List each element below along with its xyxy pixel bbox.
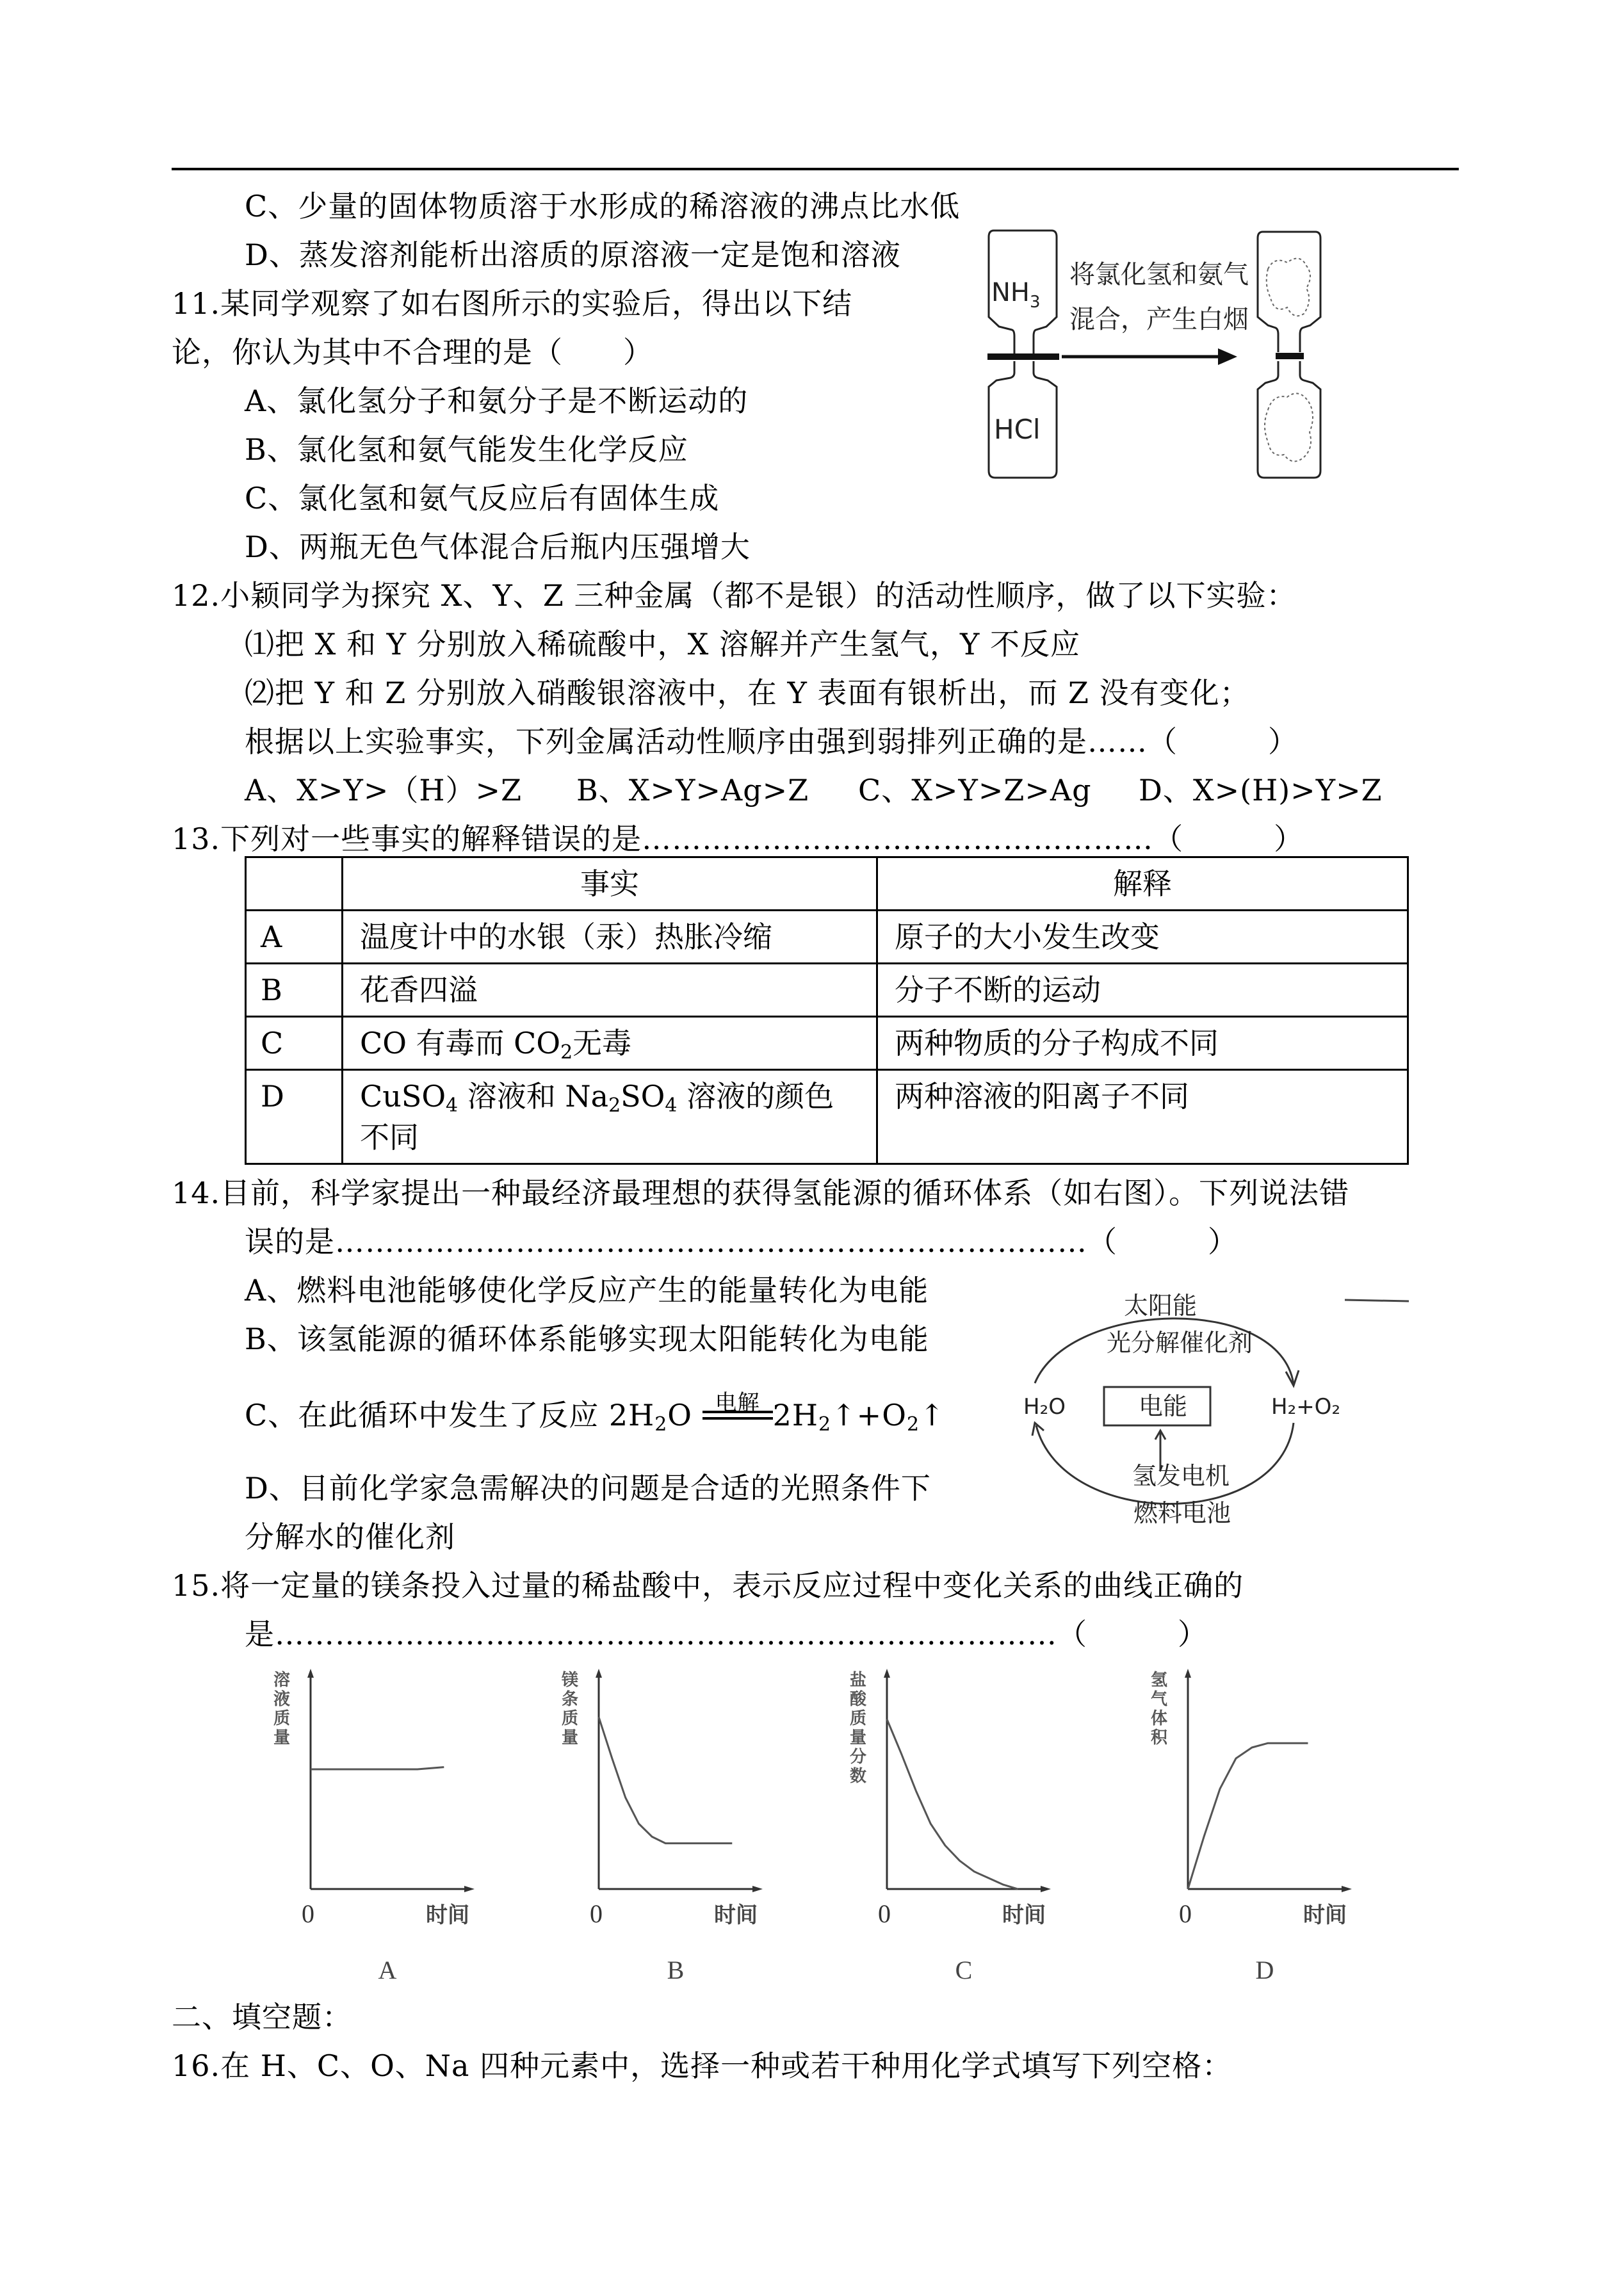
photocatalyst-label: 光分解催化剂 bbox=[1107, 1329, 1253, 1357]
reaction-arrow-head bbox=[1218, 348, 1237, 365]
nh3-label: $NH_3$ bbox=[991, 278, 1041, 312]
arrow-caption-line2: 混合，产生白烟 bbox=[1069, 305, 1249, 334]
row-label: C bbox=[246, 1017, 343, 1070]
y-axis-label-char: 数 bbox=[850, 1767, 867, 1786]
q11-option-d: D、两瓶无色气体混合后瓶内压强增大 bbox=[245, 530, 751, 564]
q11-stem-line1: 11.某同学观察了如右图所示的实验后，得出以下结 bbox=[172, 286, 853, 321]
y-axis-label-char: 量 bbox=[273, 1728, 291, 1748]
hcl-label: HCl bbox=[994, 414, 1041, 445]
glass-plate bbox=[987, 353, 1059, 360]
q14-hydrogen-cycle-figure bbox=[1025, 1274, 1447, 1543]
q10-option-d: D、蒸发溶剂能析出溶质的原溶液一定是饱和溶液 bbox=[245, 238, 901, 272]
x-axis-label: 时间 bbox=[1303, 1902, 1347, 1928]
subscript: 4 bbox=[665, 1094, 678, 1117]
table-header-explain: 解释 bbox=[877, 857, 1408, 911]
y-axis-arrow-icon bbox=[884, 1669, 890, 1678]
water-node: H₂O bbox=[1025, 1394, 1066, 1420]
white-smoke-icon bbox=[1265, 259, 1313, 462]
table-row bbox=[246, 1070, 1408, 1164]
origin-label: 0 bbox=[878, 1899, 891, 1928]
curve-B bbox=[599, 1717, 732, 1843]
section-2-title: 二、填空题： bbox=[172, 2000, 352, 2034]
row-explain: 两种溶液的阳离子不同 bbox=[877, 1070, 1408, 1164]
graph-option-label: C bbox=[955, 1956, 973, 1984]
row-fact: 花香四溢 bbox=[343, 964, 877, 1017]
table-row bbox=[246, 911, 1408, 964]
y-axis-arrow-icon bbox=[596, 1669, 602, 1678]
arrow-caption-line1: 将氯化氢和氨气 bbox=[1069, 260, 1249, 289]
table-row bbox=[246, 1017, 1408, 1070]
subscript: 2 bbox=[906, 1413, 920, 1436]
subscript: 2 bbox=[654, 1413, 668, 1436]
x-axis-arrow-icon bbox=[1342, 1886, 1352, 1892]
subscript: 4 bbox=[446, 1094, 459, 1117]
y-axis-label-char: 气 bbox=[1151, 1690, 1168, 1709]
y-axis-label-char: 量 bbox=[562, 1728, 579, 1748]
y-axis-label-char: 溶 bbox=[273, 1671, 291, 1690]
subscript: 2 bbox=[818, 1413, 832, 1436]
condition-label: 电解 bbox=[715, 1390, 760, 1416]
row-fact bbox=[343, 1070, 877, 1164]
x-axis-arrow-icon bbox=[1041, 1886, 1051, 1892]
graph-A bbox=[273, 1669, 475, 1984]
graph-B bbox=[561, 1669, 763, 1984]
fact-text: SO bbox=[621, 1079, 665, 1114]
origin-label: 0 bbox=[590, 1899, 603, 1928]
q14-option-a: A、燃料电池能够使化学反应产生的能量转化为电能 bbox=[245, 1273, 929, 1308]
row-fact: 温度计中的水银（汞）热胀冷缩 bbox=[343, 911, 877, 964]
q15-graphs-svg bbox=[243, 1665, 1460, 1985]
y-axis-label-char: 积 bbox=[1151, 1728, 1168, 1748]
row-explain: 原子的大小发生改变 bbox=[877, 911, 1408, 964]
fact-text: CuSO bbox=[360, 1079, 446, 1114]
x-axis-arrow-icon bbox=[752, 1886, 763, 1892]
q16-stem: 16.在 H、C、O、Na 四种元素中，选择一种或若干种用化学式填写下列空格： bbox=[172, 2048, 1233, 2083]
q11-stem-line2: 论，你认为其中不合理的是（ ） bbox=[172, 335, 653, 369]
x-axis-label: 时间 bbox=[1002, 1902, 1046, 1928]
subscript: 2 bbox=[608, 1094, 621, 1117]
q11-option-b: B、氯化氢和氨气能发生化学反应 bbox=[245, 432, 688, 467]
solar-energy-label: 太阳能 bbox=[1124, 1292, 1198, 1320]
h2-o2-node: H₂+O₂ bbox=[1271, 1394, 1341, 1420]
row-label: D bbox=[246, 1070, 343, 1164]
row-explain: 分子不断的运动 bbox=[877, 964, 1408, 1017]
origin-label: 0 bbox=[1179, 1899, 1192, 1928]
y-axis-label-char: 液 bbox=[273, 1690, 291, 1709]
electric-energy-label: 电能 bbox=[1139, 1392, 1188, 1420]
y-axis-label-char: 质 bbox=[562, 1709, 579, 1728]
graph-option-label: A bbox=[378, 1956, 397, 1984]
mixed-glass-plate bbox=[1276, 353, 1304, 359]
q11-figure-bottles bbox=[986, 224, 1434, 493]
y-axis-label-char: 分 bbox=[850, 1748, 867, 1767]
row-fact bbox=[343, 1017, 877, 1070]
bottle-diagram bbox=[986, 224, 1434, 493]
q12-step1: ⑴把 X 和 Y 分别放入稀硫酸中，X 溶解并产生氢气，Y 不反应 bbox=[245, 627, 1080, 661]
q14-option-c bbox=[245, 1391, 945, 1439]
y-axis-label-char: 质 bbox=[273, 1709, 291, 1728]
hydrogen-cycle-diagram bbox=[1025, 1274, 1447, 1543]
fuel-cell-label: 燃料电池 bbox=[1133, 1499, 1231, 1527]
fact-text: 不同 bbox=[360, 1120, 419, 1155]
y-axis-label-char: 氢 bbox=[1151, 1671, 1168, 1690]
option-text: O bbox=[667, 1398, 693, 1432]
option-text: C、在此循环中发生了反应 2H bbox=[245, 1398, 655, 1432]
curve-D bbox=[1188, 1743, 1308, 1889]
y-axis-arrow-icon bbox=[307, 1669, 314, 1678]
q12-option-d: D、X>(H)>Y>Z bbox=[1139, 773, 1383, 807]
q12-option-c: C、X>Y>Z>Ag bbox=[858, 773, 1092, 807]
y-axis-arrow-icon bbox=[1185, 1669, 1191, 1678]
q11-option-c: C、氯化氢和氨气反应后有固体生成 bbox=[245, 481, 720, 515]
q10-option-c: C、少量的固体物质溶于水形成的稀溶液的沸点比水低 bbox=[245, 189, 961, 223]
fact-text: 溶液的颜色 bbox=[677, 1079, 834, 1114]
q14-option-d-line2: 分解水的催化剂 bbox=[245, 1520, 455, 1554]
fact-text: CO 有毒而 CO bbox=[360, 1026, 561, 1060]
row-label: B bbox=[246, 964, 343, 1017]
stray-rule bbox=[1345, 1300, 1409, 1301]
subscript: 2 bbox=[560, 1041, 573, 1064]
q12-option-a: A、X>Y>（H）>Z bbox=[245, 773, 523, 807]
q15-graphs bbox=[243, 1665, 1460, 1985]
q12-stem: 12.小颖同学为探究 X、Y、Z 三种金属（都不是银）的活动性顺序，做了以下实验： bbox=[172, 578, 1297, 613]
curve-A bbox=[311, 1767, 444, 1769]
option-text: ↑+O bbox=[831, 1398, 907, 1432]
hydrogen-generator-label: 氢发电机 bbox=[1132, 1462, 1230, 1490]
table-row bbox=[246, 964, 1408, 1017]
y-axis-label-char: 条 bbox=[562, 1690, 579, 1709]
q14-option-b: B、该氢能源的循环体系能够实现太阳能转化为电能 bbox=[245, 1322, 929, 1356]
page-top-rule bbox=[172, 168, 1459, 170]
fact-text: 溶液和 Na bbox=[458, 1079, 609, 1114]
x-axis-label: 时间 bbox=[426, 1902, 469, 1928]
graph-D bbox=[1151, 1669, 1352, 1984]
y-axis-label-char: 质 bbox=[850, 1709, 867, 1728]
q12-option-b: B、X>Y>Ag>Z bbox=[576, 773, 809, 807]
table-header-row bbox=[246, 857, 1408, 911]
q12-question: 根据以上实验事实，下列金属活动性顺序由强到弱排列正确的是……（ ） bbox=[245, 724, 1298, 759]
q14-option-d-line1: D、目前化学家急需解决的问题是合适的光照条件下 bbox=[245, 1471, 931, 1505]
y-axis-label-char: 体 bbox=[1151, 1709, 1168, 1728]
fact-text: 无毒 bbox=[572, 1026, 632, 1060]
origin-label: 0 bbox=[302, 1899, 314, 1928]
q12-step2: ⑵把 Y 和 Z 分别放入硝酸银溶液中，在 Y 表面有银析出，而 Z 没有变化； bbox=[245, 676, 1250, 710]
nh3-bottle-outline-right bbox=[1034, 231, 1057, 353]
graph-option-label: B bbox=[667, 1956, 685, 1984]
reaction-condition bbox=[702, 1390, 773, 1420]
y-axis-label-char: 量 bbox=[850, 1728, 867, 1748]
q11-option-a: A、氯化氢分子和氨分子是不断运动的 bbox=[245, 384, 749, 418]
graph-C bbox=[850, 1669, 1051, 1984]
curve-C bbox=[887, 1719, 1018, 1889]
table-header-blank bbox=[246, 857, 343, 911]
y-axis-label-char: 盐 bbox=[850, 1671, 867, 1690]
y-axis-label-char: 酸 bbox=[850, 1690, 867, 1709]
row-explain: 两种物质的分子构成不同 bbox=[877, 1017, 1408, 1070]
q13-stem: 13.下列对一些事实的解释错误的是……………………………………………（ ） bbox=[172, 822, 1304, 856]
option-text: 2H bbox=[772, 1398, 819, 1432]
graph-option-label: D bbox=[1255, 1956, 1274, 1984]
q15-stem-line2: 是……………………………………………………………………（ ） bbox=[245, 1617, 1208, 1651]
q15-stem-line1: 15.将一定量的镁条投入过量的稀盐酸中，表示反应过程中变化关系的曲线正确的 bbox=[172, 1568, 1244, 1603]
q14-stem-line1: 14.目前，科学家提出一种最经济最理想的获得氢能源的循环体系（如右图）。下列说法错 bbox=[172, 1176, 1350, 1210]
x-axis-label: 时间 bbox=[714, 1902, 758, 1928]
table-header-fact: 事实 bbox=[343, 857, 877, 911]
option-text: ↑ bbox=[920, 1398, 945, 1432]
y-axis-label-char: 镁 bbox=[562, 1671, 579, 1690]
x-axis-arrow-icon bbox=[464, 1886, 475, 1892]
row-label: A bbox=[246, 911, 343, 964]
q13-facts-table bbox=[245, 856, 1409, 1165]
q14-stem-line2: 误的是…………………………………………………………………（ ） bbox=[245, 1224, 1238, 1259]
